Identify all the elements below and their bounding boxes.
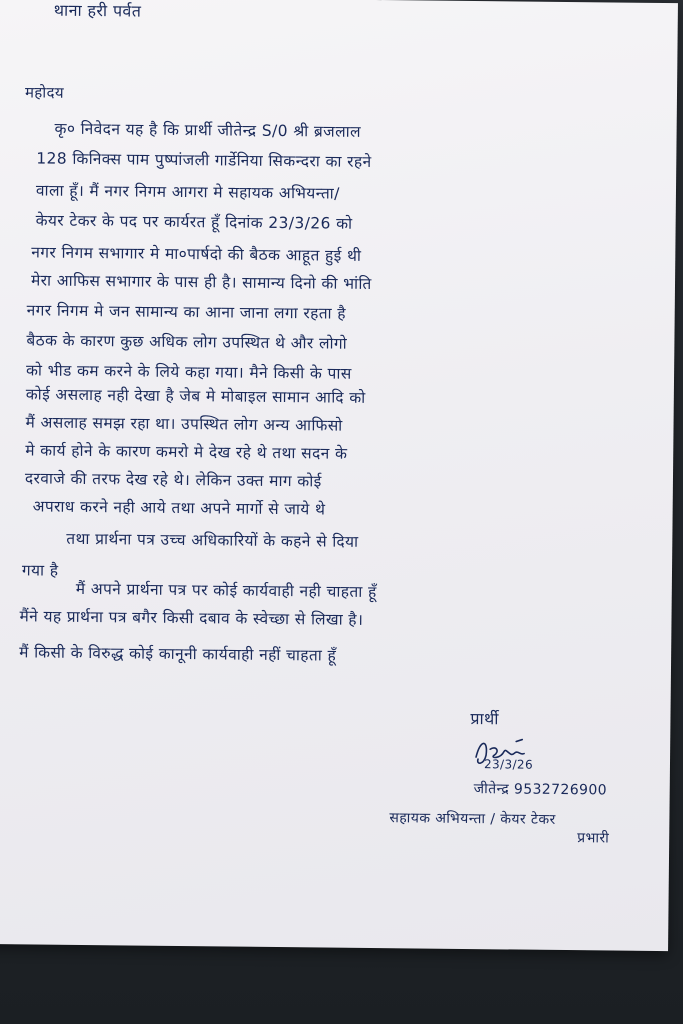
letter-line: मैं असलाह समझ रहा था। उपस्थित लोग अन्य आफिसो	[25, 413, 343, 435]
letter-salutation: महोदय	[24, 83, 65, 102]
letter-line: कोई असलाह नही देखा है जेब मे मोबाइल सामान आदि को	[25, 385, 366, 407]
letter-line: नगर निगम सभागार मे मा०पार्षदो की बैठक आहूत हुई थी	[31, 243, 362, 265]
letter-line: तथा प्रार्थना पत्र उच्च अधिकारियों के कहने से दिया	[66, 529, 359, 551]
signatory-designation: सहायक अभियन्ता / केयर टेकर	[389, 810, 556, 828]
letter-line: मैं किसी के विरुद्ध कोई कानूनी कार्यवाही नहीं चाहता हूँ	[19, 643, 337, 665]
letter-line: केयर टेकर के पद पर कार्यरत हूँ दिनांक 23/3/26 को	[35, 211, 353, 233]
letter-line: मेरा आफिस सभागार के पास ही है। सामान्य दिनो की भांति	[30, 271, 372, 293]
letter-line: कृ० निवेदन यह है कि प्रार्थी जीतेन्द्र S/0 श्री ब्रजलाल	[54, 119, 362, 141]
letter-line: वाला हूँ। मैं नगर निगम आगरा मे सहायक अभियन्ता/	[35, 181, 340, 203]
letter-line: अपराध करने नही आये तथा अपने मार्गो से जाये थे	[32, 497, 326, 519]
letter-line: दरवाजे की तरफ देख रहे थे। लेकिन उक्त माग कोई	[24, 469, 322, 491]
letter-line: गया है	[21, 561, 59, 580]
signature-date: 23/3/26	[483, 757, 534, 772]
letter-line: मैं अपने प्रार्थना पत्र पर कोई कार्यवाही नही चाहता हूँ	[75, 579, 377, 602]
signature-label: प्रार्थी	[470, 709, 499, 729]
letter-line: को भीड कम करने के लिये कहा गया। मैने किसी के पास	[25, 361, 352, 383]
signatory-name-phone: जीतेन्द्र 9532726900	[473, 781, 608, 799]
letter-header: थाना हरी पर्वत	[53, 0, 142, 21]
signatory-role: प्रभारी	[577, 830, 610, 847]
letter-line: बैठक के कारण कुछ अधिक लोग उपस्थित थे और लोगो	[26, 331, 348, 353]
letter-line: मैंने यह प्रार्थना पत्र बगैर किसी दबाव के स्वेच्छा से लिखा है।	[19, 607, 364, 629]
letter-line: नगर निगम मे जन सामान्य का आना जाना लगा रहता है	[26, 301, 347, 323]
letter-line: मे कार्य होने के कारण कमरो मे देख रहे थे तथा सदन के	[25, 441, 348, 463]
letter-line: 128 किनिक्स पाम पुष्पांजली गार्डेनिया सिकन्दरा का रहने	[36, 149, 372, 171]
